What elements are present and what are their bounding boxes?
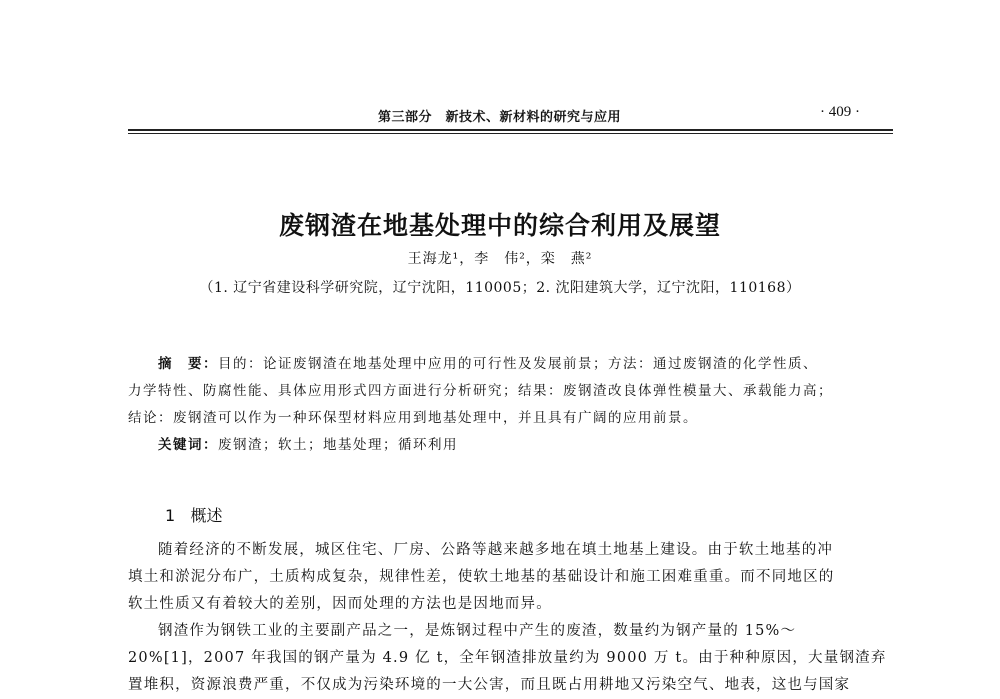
section-title: 概述 [190, 506, 223, 525]
abstract-text: 目的：论证废钢渣在地基处理中应用的可行性及发展前景；方法：通过废钢渣的化学性质、 [218, 356, 818, 372]
keywords-label: 关键词： [158, 437, 218, 453]
abstract-line: 力学特性、防腐性能、具体应用形式四方面进行分析研究；结果：废钢渣改良体弹性模量大、承载能力高； [128, 383, 833, 399]
keywords-text: 废钢渣；软土；地基处理；循环利用 [218, 437, 458, 453]
abstract-line: 结论：废钢渣可以作为一种环保型材料应用到地基处理中，并且具有广阔的应用前景。 [128, 410, 698, 426]
running-header-section: 第三部分 新技术、新材料的研究与应用 [378, 110, 622, 125]
section-body [128, 537, 898, 699]
section-heading [165, 503, 222, 526]
paper-title: 废钢渣在地基处理中的综合利用及展望 [278, 211, 721, 240]
body-line: 20%[1]，2007 年我国的钢产量为 4.9 亿 t，全年钢渣排放量约为 9000 万 t。由于种种原因，大量钢渣弃 [128, 650, 887, 666]
body-line: 软土性质又有着较大的差别，因而处理的方法也是因地而异。 [128, 596, 552, 612]
body-line: 钢渣作为钢铁工业的主要副产品之一，是炼钢过程中产生的废渣，数量约为钢产量的 15%～ [158, 623, 797, 639]
header-rule-thin [128, 133, 893, 134]
abstract-block [128, 351, 898, 459]
paper-authors: 王海龙¹，李 伟²，栾 燕² [407, 251, 593, 267]
section-number: 1 [165, 506, 176, 525]
paper-affiliations: （1. 辽宁省建设科学研究院，辽宁沈阳，110005；2. 沈阳建筑大学，辽宁沈阳，110168） [199, 280, 801, 296]
body-line: 随着经济的不断发展，城区住宅、厂房、公路等越来越多地在填土地基上建设。由于软土地基的冲 [158, 542, 834, 558]
body-line: 置堆积，资源浪费严重，不仅成为污染环境的一大公害，而且既占用耕地又污染空气、地表，这也与国家 [128, 677, 851, 693]
keywords-line [128, 432, 898, 459]
abstract-label: 摘 要： [158, 356, 218, 372]
page-number: · 409 · [820, 104, 860, 120]
header-rule [128, 129, 893, 131]
abstract-line [128, 351, 898, 378]
body-line: 填土和淤泥分布广，土质构成复杂，规律性差，使软土地基的基础设计和施工困难重重。而不同地区的 [128, 569, 835, 585]
